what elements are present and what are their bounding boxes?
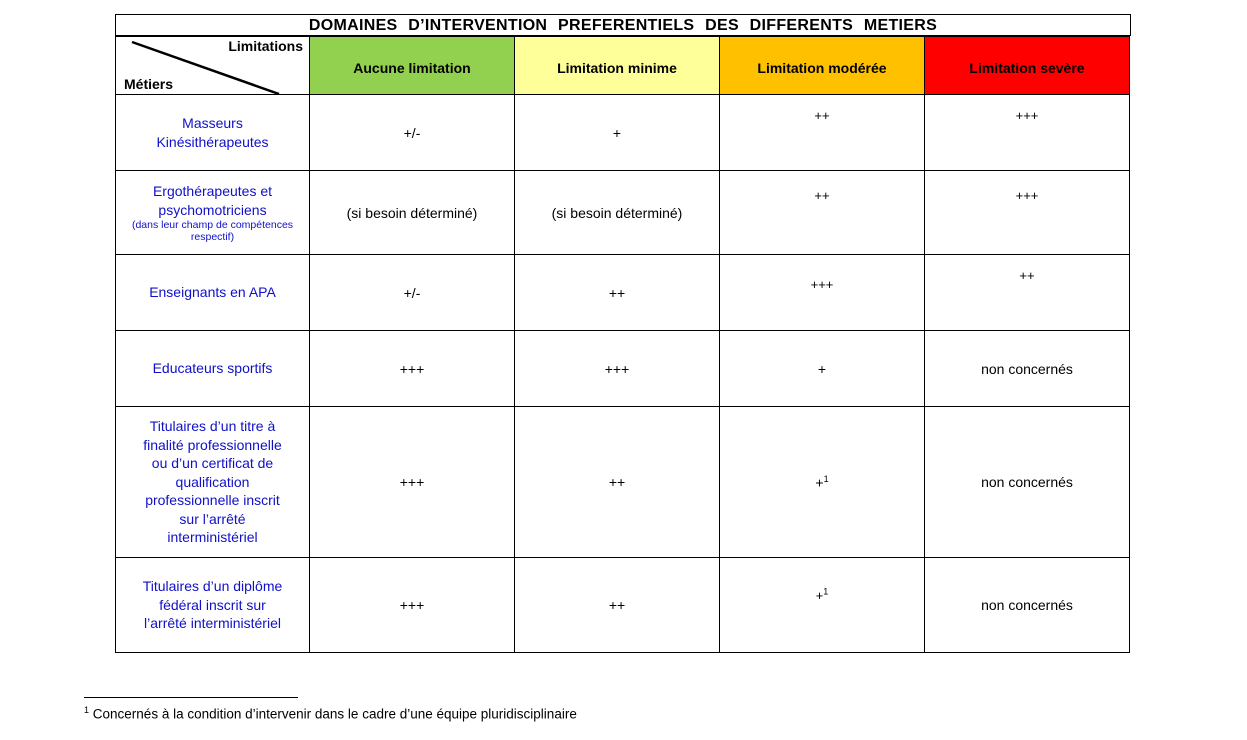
value-cell: + [720, 331, 925, 407]
table-title: DOMAINES D’INTERVENTION PREFERENTIELS DES DIFFERENTS METIERS [115, 14, 1131, 36]
metier-cell: Enseignants en APA [116, 255, 310, 331]
footnote-ref: 1 [823, 586, 829, 597]
value-cell: +$^1$ [720, 407, 925, 558]
corner-cell [116, 37, 310, 95]
corner-limitations-label: Limitations [228, 38, 303, 54]
header-row [116, 37, 1130, 95]
footnote [84, 705, 577, 722]
value-cell: ++ [515, 255, 720, 331]
value-cell: ++ [515, 558, 720, 653]
value-cell: (si besoin déterminé) [310, 171, 515, 255]
table-row [116, 331, 1130, 407]
value-cell: +++ [925, 95, 1130, 171]
value-cell: (si besoin déterminé) [515, 171, 720, 255]
header-limitation-minime: Limitation minime [515, 37, 720, 95]
header-limitation-moderee: Limitation modérée [720, 37, 925, 95]
corner-metiers-label: Métiers [124, 76, 174, 92]
table-row [116, 558, 1130, 653]
value-cell: +++ [310, 407, 515, 558]
value-cell: ++ [720, 95, 925, 171]
value-cell: +$^1$ [720, 558, 925, 653]
metier-cell: Masseurs Kinésithérapeutes [116, 95, 310, 171]
value-cell: +/- [310, 95, 515, 171]
footnote-separator [84, 697, 298, 698]
metier-cell: Titulaires d’un titre à finalité professionnelle ou d’un certificat de qualification professionnelle inscrit sur l’arrêté interministériel [116, 407, 310, 558]
metier-cell: Ergothérapeutes et psychomotriciens (dans leur champ de compétences respectif) [116, 171, 310, 255]
metier-cell: Educateurs sportifs [116, 331, 310, 407]
value-cell: ++ [925, 255, 1130, 331]
value-cell: +++ [515, 331, 720, 407]
value-cell: +++ [925, 171, 1130, 255]
header-aucune-limitation: Aucune limitation [310, 37, 515, 95]
value-cell: + [515, 95, 720, 171]
value-cell: +/- [310, 255, 515, 331]
value-cell: +++ [310, 331, 515, 407]
metiers-table [115, 36, 1130, 653]
value-cell: non concernés [925, 331, 1130, 407]
value-cell: non concernés [925, 407, 1130, 558]
value-cell: non concernés [925, 558, 1130, 653]
footnote-ref: 1 [823, 473, 829, 484]
value-cell: +++ [310, 558, 515, 653]
metier-cell: Titulaires d’un diplôme fédéral inscrit sur l’arrêté interministériel [116, 558, 310, 653]
footnote-text: Concernés à la condition d’intervenir dans le cadre d’une équipe pluridisciplinaire [92, 706, 577, 722]
footnote-mark: 1 [84, 705, 90, 715]
table-row [116, 407, 1130, 558]
table-row [116, 95, 1130, 171]
header-limitation-severe: Limitation sevère [925, 37, 1130, 95]
metier-note: (dans leur champ de compétences respectif) [131, 219, 294, 243]
value-cell: ++ [515, 407, 720, 558]
value-cell: ++ [720, 171, 925, 255]
value-cell: +++ [720, 255, 925, 331]
table-row [116, 255, 1130, 331]
table-row [116, 171, 1130, 255]
